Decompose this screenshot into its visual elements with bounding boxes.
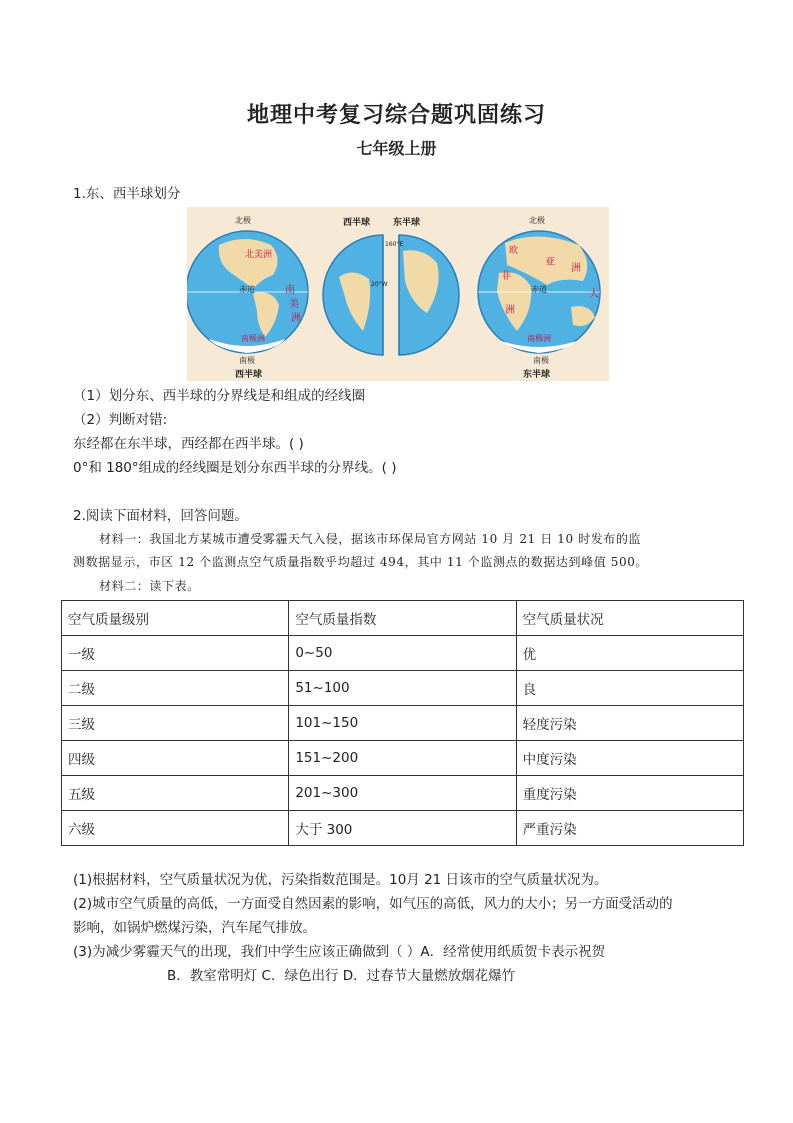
table-row xyxy=(62,811,744,846)
table-cell: 101~150 xyxy=(289,706,516,741)
q1-statement-2: 0°和 180°组成的经线圈是划分东西半球的分界线。( ) xyxy=(73,460,397,476)
south-america-label-1: 南 xyxy=(285,285,295,296)
table-cell: 良 xyxy=(516,671,743,706)
table-cell: 严重污染 xyxy=(516,811,743,846)
table-cell: 一级 xyxy=(62,636,289,671)
australia-label: 大 xyxy=(589,289,599,300)
north-pole-label: 北极 xyxy=(235,216,251,225)
table-row xyxy=(62,671,744,706)
table-header-cell: 空气质量指数 xyxy=(289,601,516,636)
meridian-20w-label: 20°W xyxy=(371,281,388,288)
air-quality-table xyxy=(61,600,744,846)
asia-label-1: 亚 xyxy=(545,257,555,268)
africa-label-1: 非 xyxy=(501,271,511,282)
table-cell: 151~200 xyxy=(289,741,516,776)
page-title: 地理中考复习综合题巩固练习 xyxy=(246,103,546,128)
q2-sub3: (3)为减少雾霾天气的出现，我们中学生应该正确做到（ ）A．经常使用纸质贺卡表示祝贺 xyxy=(73,944,606,960)
north-america-label: 北美洲 xyxy=(245,250,273,260)
table-cell: 中度污染 xyxy=(516,741,743,776)
table-cell: 重度污染 xyxy=(516,776,743,811)
asia-label-2: 洲 xyxy=(571,263,581,274)
table-cell: 轻度污染 xyxy=(516,706,743,741)
table-row xyxy=(62,776,744,811)
split-east-label: 东半球 xyxy=(393,218,421,228)
q1-sub2: （2）判断对错: xyxy=(73,412,168,428)
table-cell: 四级 xyxy=(62,741,289,776)
meridian-160e-label: 160°E xyxy=(385,241,404,248)
equator-label: 赤道 xyxy=(239,285,255,294)
table-cell: 51~100 xyxy=(289,671,516,706)
hemisphere-figure xyxy=(187,207,609,381)
q1-heading: 1.东、西半球划分 xyxy=(73,186,181,202)
table-cell: 201~300 xyxy=(289,776,516,811)
eastern-hemisphere-caption: 东半球 xyxy=(523,370,551,380)
q1-statement-1: 东经都在东半球，西经都在西半球。( ) xyxy=(73,436,304,452)
table-cell: 五级 xyxy=(62,776,289,811)
table-cell: 优 xyxy=(516,636,743,671)
q1-sub1: （1）划分东、西半球的分界线是和组成的经线圈 xyxy=(73,388,366,404)
south-pole-label: 南极 xyxy=(239,356,255,365)
table-row xyxy=(62,636,744,671)
split-globe xyxy=(323,235,459,355)
table-header-cell: 空气质量级别 xyxy=(62,601,289,636)
split-west-label: 西半球 xyxy=(343,218,371,228)
q2-sub2-line-2: 影响，如锅炉燃煤污染，汽车尾气排放。 xyxy=(73,920,316,936)
material-1-line-1: 材料一：我国北方某城市遭受雾霾天气入侵，据该市环保局官方网站 10 月 21 日 10 时发布的监 xyxy=(99,532,642,546)
africa-label-2: 洲 xyxy=(505,305,515,316)
antarctica-label-east: 南极洲 xyxy=(527,334,551,343)
q2-options: B．教室常明灯 C．绿色出行 D．过春节大量燃放烟花爆竹 xyxy=(167,968,516,984)
table-cell: 三级 xyxy=(62,706,289,741)
europe-label: 欧 xyxy=(509,246,519,256)
q2-sub1: (1)根据材料，空气质量状况为优，污染指数范围是。10月 21 日该市的空气质量状况为。 xyxy=(73,872,608,888)
table-row xyxy=(62,741,744,776)
material-2: 材料二：读下表。 xyxy=(99,579,200,593)
q2-heading: 2.阅读下面材料，回答问题。 xyxy=(73,508,248,524)
table-cell: 0~50 xyxy=(289,636,516,671)
south-pole-label-east: 南极 xyxy=(533,356,549,365)
antarctica-label: 南极洲 xyxy=(241,334,265,343)
table-cell: 六级 xyxy=(62,811,289,846)
south-america-label-2: 美 xyxy=(289,299,299,310)
table-row xyxy=(62,706,744,741)
table-cell: 大于 300 xyxy=(289,811,516,846)
table-header-row xyxy=(62,601,744,636)
equator-label-east: 赤道 xyxy=(531,285,547,294)
north-pole-label-east: 北极 xyxy=(529,216,545,225)
table-cell: 二级 xyxy=(62,671,289,706)
western-hemisphere-caption: 西半球 xyxy=(235,370,263,380)
table-header-cell: 空气质量状况 xyxy=(516,601,743,636)
south-america-label-3: 洲 xyxy=(291,313,301,324)
page-subtitle: 七年级上册 xyxy=(356,139,437,158)
q2-sub2-line-1: (2)城市空气质量的高低，一方面受自然因素的影响，如气压的高低，风力的大小；另一方面受活动的 xyxy=(73,896,673,912)
material-1-line-2: 测数据显示，市区 12 个监测点空气质量指数乎均超过 494，其中 11 个监测点的数据达到峰值 500。 xyxy=(73,555,649,569)
